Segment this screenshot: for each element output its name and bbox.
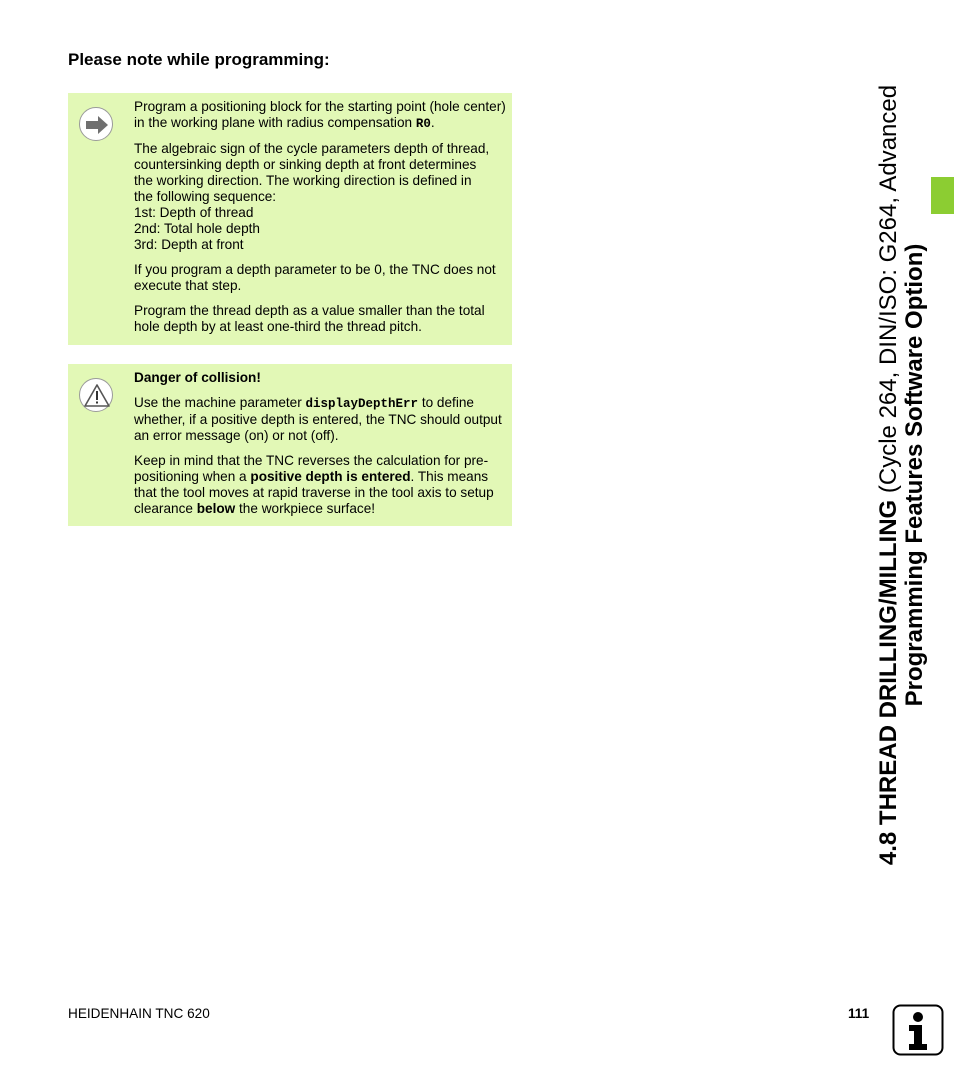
warning-box: [68, 364, 512, 526]
note-para-4: Program the thread depth as a value smaller than the total hole depth by at least one-third the thread pitch.: [134, 303, 485, 334]
section-heading: Please note while programming:: [68, 50, 330, 69]
warning-para-1: Use the machine parameter displayDepthErr to define whether, if a positive depth is entered, the TNC should output an error message (on) or not (off).: [134, 395, 502, 443]
note-para-3: If you program a depth parameter to be 0, the TNC does not execute that step.: [134, 262, 496, 293]
note-para-1: Program a positioning block for the starting point (hole center) in the working plane with radius compensation R0.: [134, 99, 506, 131]
warning-text: [134, 370, 506, 526]
note-text: [134, 99, 506, 344]
chapter-tab-marker: [931, 177, 954, 214]
warning-title: Danger of collision!: [134, 370, 261, 385]
chapter-side-title: [876, 45, 928, 905]
side-title-line-2: Programming Features Software Option): [901, 243, 928, 707]
side-title-line-1: 4.8 THREAD DRILLING/MILLING (Cycle 264, DIN/ISO: G264, Advanced: [875, 84, 902, 866]
page-number: 111: [848, 1006, 870, 1021]
footer-manual-name: HEIDENHAIN TNC 620: [68, 1006, 210, 1021]
code-r0: R0: [415, 117, 431, 131]
note-box: [68, 93, 512, 345]
arrow-right-icon: [79, 107, 113, 141]
warning-para-2: Keep in mind that the TNC reverses the calculation for pre-positioning when a positive depth is entered. This means that the tool moves at rapid traverse in the tool axis to setup clearance below the workpiece surface!: [134, 453, 494, 516]
note-para-2: The algebraic sign of the cycle parameters depth of thread, countersinking depth or sinking depth at front determines the working direction. The working direction is defined in the following sequence: 1st: Depth of thread 2nd: Total hole depth 3rd: Depth at front: [134, 141, 490, 252]
code-displaydeptherr: displayDepthErr: [305, 397, 419, 411]
warning-triangle-icon: [79, 378, 113, 412]
info-icon: [892, 1004, 944, 1056]
